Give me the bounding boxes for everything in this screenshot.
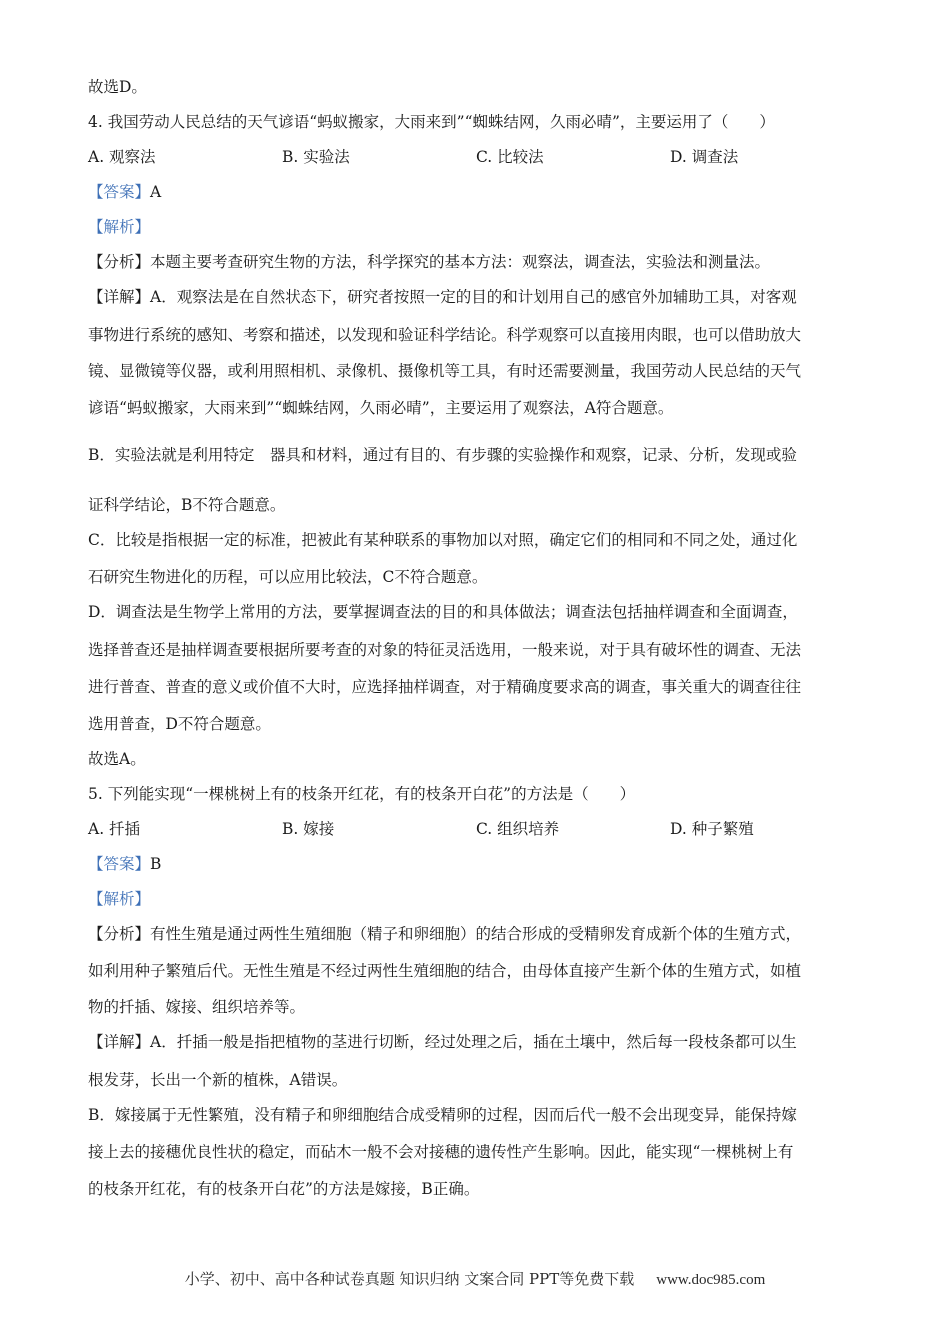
q5-fenxi-3: 物的扦插、嫁接、组织培养等。	[88, 998, 306, 1016]
q4-answer: A	[150, 183, 162, 201]
q5-detail-b-3: 的枝条开红花，有的枝条开白花”的方法是嫁接，B正确。	[88, 1180, 480, 1198]
q4-option-b: B. 实验法	[282, 148, 350, 166]
q4-option-d: D. 调查法	[670, 148, 739, 166]
q5-detail-b-2: 接上去的接穗优良性状的稳定，而砧木一般不会对接穗的遗传性产生影响。因此，能实现“一棵桃树上有	[88, 1143, 794, 1161]
q5-fenxi-1	[88, 923, 862, 945]
q4-detail-d-3: 进行普查、普查的意义或价值不大时，应选择抽样调查，对于精确度要求高的调查，事关重大的调查往往	[88, 678, 802, 696]
q4-detail-d-2: 选择普查还是抽样调查要根据所要考查的对象的特征灵活选用，一般来说，对于具有破坏性的调查、无法	[88, 641, 802, 659]
answer-tag: 【答案】	[88, 855, 151, 873]
q5-option-b: B. 嫁接	[282, 820, 335, 838]
q5-detail-a-1	[88, 1031, 862, 1053]
q5-fenxi-2: 如利用种子繁殖后代。无性生殖是不经过两性生殖细胞的结合，由母体直接产生新个体的生殖方式，如植	[88, 962, 802, 980]
q4-detail-a-2: 事物进行系统的感知、考察和描述，以发现和验证科学结论。科学观察可以直接用肉眼，也可以借助放大	[88, 326, 802, 344]
q5-option-a: A. 扦插	[88, 820, 141, 838]
q4-options	[88, 146, 868, 168]
analysis-tag: 【解析】	[88, 890, 151, 908]
q3-conclusion: 故选D。	[88, 78, 147, 96]
q4-detail-d-1: D．调查法是生物学上常用的方法，要掌握调查法的目的和具体做法；调查法包括抽样调查和全面调查，	[88, 603, 798, 621]
analysis-tag: 【解析】	[88, 218, 151, 236]
footer-url[interactable]: www.doc985.com	[656, 1272, 766, 1288]
q5-option-d: D. 种子繁殖	[670, 820, 754, 838]
answer-tag: 【答案】	[88, 183, 151, 201]
q4-detail-c-1: C．比较是指根据一定的标准，把被此有某种联系的事物加以对照，确定它们的相同和不同之处，通过化	[88, 531, 798, 549]
fenxi-tag: 【分析】	[88, 253, 151, 271]
q5-options	[88, 818, 868, 840]
q5-fenxi-1-text: 有性生殖是通过两性生殖细胞（精子和卵细胞）的结合形成的受精卵发育成新个体的生殖方式，	[150, 925, 802, 943]
q4-fenxi	[88, 251, 862, 273]
q4-detail-c-2: 石研究生物进化的历程，可以应用比较法，C不符合题意。	[88, 568, 488, 586]
q5-detail-a-1-text: A．扦插一般是指把植物的茎进行切断，经过处理之后，插在土壤中，然后每一段枝条都可以生	[150, 1033, 797, 1051]
q4-detail-a-1-text: A．观察法是在自然状态下，研究者按照一定的目的和计划用自己的感官外加辅助工具，对客观	[150, 288, 797, 306]
page-footer	[0, 1268, 950, 1291]
q4-option-c: C. 比较法	[476, 148, 544, 166]
q5-stem: 5. 下列能实现“一棵桃树上有的枝条开红花，有的枝条开白花”的方法是（ ）	[88, 785, 636, 803]
footer-text: 小学、初中、高中各种试卷真题 知识归纳 文案合同 PPT等免费下载	[184, 1270, 635, 1288]
xiangjie-tag: 【详解】	[88, 1033, 151, 1051]
q5-detail-b-1: B．嫁接属于无性繁殖，没有精子和卵细胞结合成受精卵的过程，因而后代一般不会出现变异，能保持嫁	[88, 1106, 797, 1124]
q4-conclusion: 故选A。	[88, 750, 146, 768]
q5-detail-a-2: 根发芽，长出一个新的植株，A错误。	[88, 1071, 348, 1089]
q4-fenxi-text: 本题主要考查研究生物的方法，科学探究的基本方法：观察法，调查法，实验法和测量法。	[150, 253, 771, 271]
q4-detail-b-2: 证科学结论，B不符合题意。	[88, 496, 286, 514]
q5-analysis-tag	[88, 888, 862, 910]
q5-answer-line	[88, 853, 862, 875]
q5-option-c: C. 组织培养	[476, 820, 560, 838]
xiangjie-tag: 【详解】	[88, 288, 151, 306]
q4-detail-b-1: B．实验法就是利用特定 器具和材料，通过有目的、有步骤的实验操作和观察，记录、分析，发现或验	[88, 446, 797, 464]
q4-analysis-tag	[88, 216, 862, 238]
q4-answer-line	[88, 181, 862, 203]
q4-detail-a-3: 镜、显微镜等仪器，或利用照相机、录像机、摄像机等工具，有时还需要测量，我国劳动人民总结的天气	[88, 362, 802, 380]
q4-detail-a-1	[88, 286, 862, 308]
q4-option-a: A. 观察法	[88, 148, 156, 166]
q4-detail-a-4: 谚语“蚂蚁搬家，大雨来到”“蜘蛛结网，久雨必晴”，主要运用了观察法，A符合题意。	[88, 399, 674, 417]
q4-stem: 4. 我国劳动人民总结的天气谚语“蚂蚁搬家，大雨来到”“蜘蛛结网，久雨必晴”，主要运用了（ ）	[88, 113, 775, 131]
fenxi-tag: 【分析】	[88, 925, 151, 943]
q4-detail-d-4: 选用普查，D不符合题意。	[88, 715, 271, 733]
q5-answer: B	[150, 855, 162, 873]
